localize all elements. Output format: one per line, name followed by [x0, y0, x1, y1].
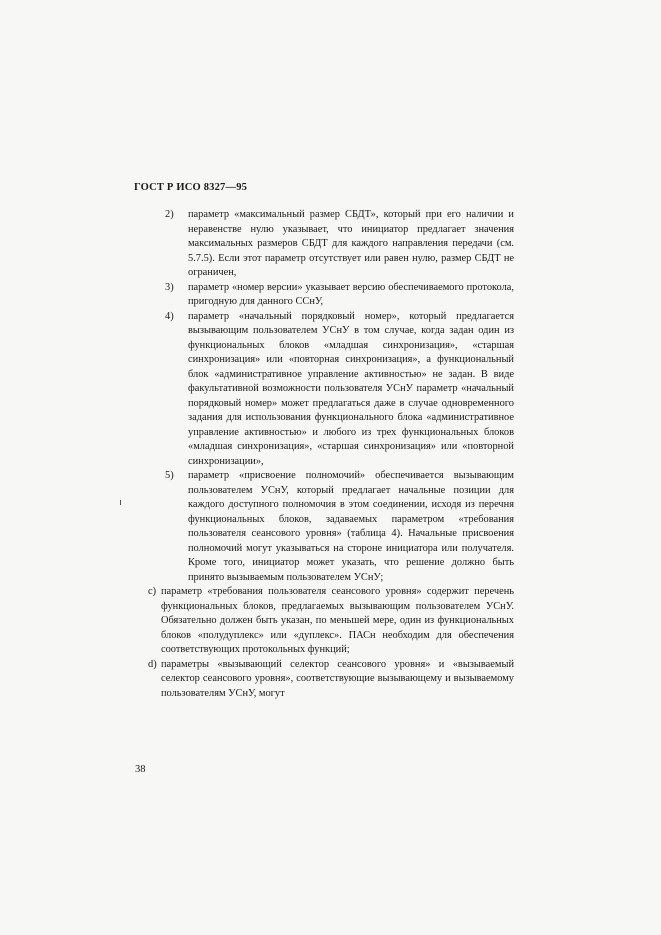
list-item [148, 658, 514, 702]
list-item-number: 5) [165, 470, 174, 481]
list-item [148, 469, 514, 585]
list-item [148, 585, 514, 658]
page-body [148, 208, 514, 701]
list-item [148, 281, 514, 310]
document-header: ГОСТ Р ИСО 8327—95 [134, 182, 248, 193]
list-item [148, 208, 514, 281]
list-item-text: параметры «вызывающий селектор сеансового уровня» и «вызываемый селектор сеансового уровня», соответствующие вызывающему и вызываемому пользователям УСнУ, могут [161, 658, 514, 699]
list-item-text: параметр «максимальный размер СБДТ», который при его наличии и неравенстве нулю указывает, что инициатор предлагает значения максимальных размеров СБДТ для каждого направления передачи (см. 5.7.5). Если этот параметр отсутствует или равен нулю, размер СБДТ не ограничен, [188, 209, 514, 278]
list-item-number: 3) [165, 281, 174, 293]
list-item-text: параметр «начальный порядковый номер», который предлагается вызывающим пользователем УСнУ в том случае, когда задан один из функциональных блоков «младшая синхронизация», «старшая синхронизация» или «повторная синхронизация», а функциональный блок «административное управление активностью» не задан. В виде факультативной возможности пользователя УСнУ параметр «начальный порядковый номер» может предлагаться даже в случае одновременного задания для использования функционального блока «административное управление активностью» и любого из трех функциональных блоков «младшая синхронизация», «старшая синхронизация» или «повторной синхронизации», [188, 310, 514, 467]
list-item [148, 310, 514, 470]
list-item-letter: d) [148, 658, 157, 670]
list-item-letter: с) [148, 586, 157, 597]
page-number: 38 [135, 764, 146, 775]
list-item-text: параметр «номер версии» указывает версию обеспечиваемого протокола, пригодную для данного ССнУ, [188, 281, 514, 307]
scan-mark [120, 500, 121, 505]
list-item-number: 2) [165, 209, 174, 220]
list-item-number: 4) [165, 310, 174, 322]
list-item-text: параметр «присвоение полномочий» обеспечивается вызывающим пользователем УСнУ, который предлагает начальные позиции для каждого доступного полномочия в этом соединении, исходя из перечня функциональных блоков, задаваемых параметром «требования пользователя сеансового уровня» (таблица 4). Начальные присвоения полномочий могут указываться на стороне инициатора или получателя. Кроме того, инициатор может указать, что решение должно быть принято вызываемым пользователем УСнУ; [188, 470, 514, 583]
list-item-text: параметр «требования пользователя сеансового уровня» содержит перечень функциональных блоков, предлагаемых вызывающим пользователем УСнУ. Обязательно должен быть указан, по меньшей мере, один из функциональных блоков «полудуплекс» или «дуплекс». ПАСн необходим для обеспечения соответствующих протокольных функций; [161, 586, 514, 655]
